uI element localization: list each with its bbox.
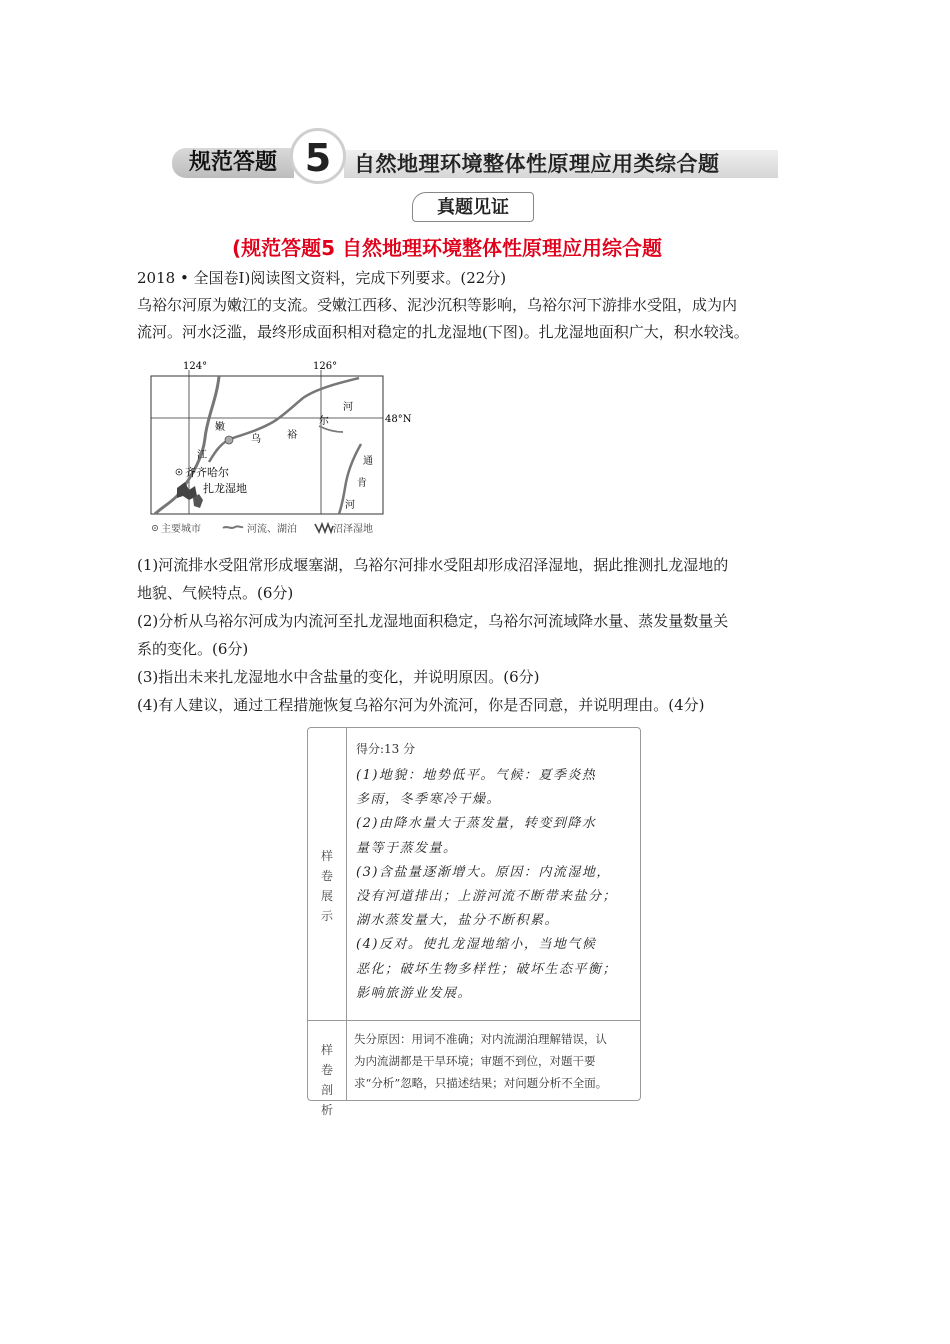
question-3: (3)指出未来扎龙湿地水中含盐量的变化，并说明原因。(6分) xyxy=(137,668,540,686)
map-label-nen: 嫩 xyxy=(215,422,225,433)
answer-line: (4)反对。使扎龙湿地缩小，当地气候 xyxy=(356,937,597,953)
label-sample-analysis-text: 样卷剖析 xyxy=(320,1043,333,1117)
answer-line: 湖水蒸发量大，盐分不断积累。 xyxy=(356,913,560,929)
map-label-yu: 裕 xyxy=(287,430,297,441)
answer-analysis xyxy=(354,1028,638,1094)
answer-score: 得分:13 分 xyxy=(356,742,416,756)
map-lat-48: 48°N xyxy=(385,414,412,425)
answer-line: 量等于蒸发量。 xyxy=(356,840,458,856)
map-label-er: 尔 xyxy=(319,416,329,427)
legend-river: 河流、湖泊 xyxy=(247,524,297,535)
map-label-wu: 乌 xyxy=(251,434,261,445)
map-label-he: 河 xyxy=(343,402,353,413)
question-1-line-1: (1)河流排水受阻常形成堰塞湖，乌裕尔河排水受阻却形成沼泽湿地，据此推测扎龙湿地的 xyxy=(137,556,729,574)
banner-right-title: 自然地理环境整体性原理应用类综合题 xyxy=(344,150,778,178)
answer-line: (2)由降水量大于蒸发量，转变到降水 xyxy=(356,816,597,832)
zhalong-wetland-map xyxy=(147,358,412,536)
intro-line-2: 流河。河水泛滥，最终形成面积相对稳定的扎龙湿地(下图)。扎龙湿地面积广大，积水较浅。 xyxy=(137,323,749,341)
answer-line: (1)地貌：地势低平。气候：夏季炎热 xyxy=(356,768,597,783)
map-lon-124: 124° xyxy=(183,361,208,372)
map-label-qiqihar: 齐齐哈尔 xyxy=(185,466,229,479)
map-label-zhalong-wetland: 扎龙湿地 xyxy=(203,482,247,495)
question-1-line-2: 地貌、气候特点。(6分) xyxy=(137,584,294,602)
intro-source: 2018 • 全国卷Ⅰ)阅读图文资料，完成下列要求。(22分) xyxy=(137,269,507,287)
label-sample-show xyxy=(308,846,346,926)
answer-line: (3)含盐量逐渐增大。原因：内流湿地， xyxy=(356,864,611,880)
analysis-line: 为内流湖都是干旱环境；审题不到位，对题干要 xyxy=(354,1054,596,1068)
answer-line: 恶化；破坏生物多样性；破坏生态平衡； xyxy=(356,961,618,977)
map-label-ken: 肯 xyxy=(357,478,367,489)
legend-marsh: 沼泽湿地 xyxy=(333,524,373,535)
answer-line: 没有河道排出；上游河流不断带来盐分； xyxy=(356,889,618,905)
map-lon-126: 126° xyxy=(313,361,338,372)
analysis-line: 求“分析”忽略，只描述结果；对问题分析不全面。 xyxy=(354,1076,608,1090)
red-heading: (规范答题5 自然地理环境整体性原理应用综合题 xyxy=(232,236,663,260)
sample-answer-box xyxy=(307,727,641,1117)
section-banner xyxy=(172,128,778,186)
answer-divider-horizontal xyxy=(308,1020,640,1021)
section-subtag: 真题见证 xyxy=(412,192,534,222)
map-label-jiang: 江 xyxy=(197,450,207,461)
analysis-line: 失分原因：用词不准确；对内流湖泊理解错误，认 xyxy=(354,1032,607,1046)
map-label-tong: 通 xyxy=(363,456,373,467)
handwritten-answer xyxy=(356,764,638,1006)
label-sample-analysis xyxy=(308,1040,346,1120)
banner-left-label: 规范答题 xyxy=(172,148,294,178)
intro-line-1: 乌裕尔河原为嫩江的支流。受嫩江西移、泥沙沉积等影响，乌裕尔河下游排水受阻，成为内 xyxy=(137,296,738,314)
question-2-line-2: 系的变化。(6分) xyxy=(137,640,249,658)
answer-divider-vertical xyxy=(346,728,347,1100)
question-2-line-1: (2)分析从乌裕尔河成为内流河至扎龙湿地面积稳定，乌裕尔河流域降水量、蒸发量数量关 xyxy=(137,612,729,630)
label-sample-show-text: 样卷展示 xyxy=(320,849,333,923)
banner-number-badge: 5 xyxy=(290,128,346,184)
map-label-he-tongken: 河 xyxy=(345,500,355,511)
answer-line: 影响旅游业发展。 xyxy=(356,985,473,1001)
legend-city: 主要城市 xyxy=(161,524,201,535)
question-4: (4)有人建议，通过工程措施恢复乌裕尔河为外流河，你是否同意，并说明理由。(4分) xyxy=(137,696,705,714)
answer-line: 多雨，冬季寒冷干燥。 xyxy=(356,792,502,808)
